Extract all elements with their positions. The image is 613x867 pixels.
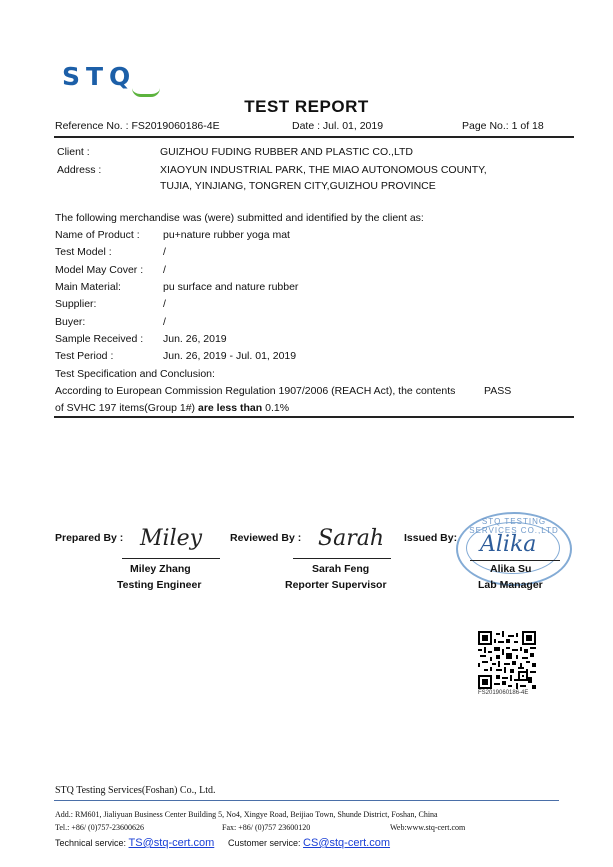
merchandise-intro: The following merchandise was (were) submitted and identified by the client as: (55, 212, 424, 224)
address-line-1: XIAOYUN INDUSTRIAL PARK, THE MIAO AUTONOMOUS COUNTY, (160, 164, 487, 176)
page-number: Page No.: 1 of 18 (462, 120, 544, 132)
row-label: Name of Product : (55, 229, 140, 241)
footer-address: Add.: RM601, Jialiyuan Business Center Building 5, No4, Xingye Road, Beijiao Town, Shunde District, Foshan, China (55, 810, 438, 819)
header-divider (54, 136, 574, 138)
prepared-by-label: Prepared By : (55, 532, 124, 544)
conclusion-result: PASS (484, 385, 512, 397)
issued-name: Alika Su (490, 563, 532, 575)
report-date: Date : Jul. 01, 2019 (292, 120, 384, 132)
qr-caption: FS2019060186-4E (478, 690, 529, 696)
stamp-text: STQ TESTING SERVICES CO.,LTD (469, 517, 559, 535)
issued-by-label: Issued By: (404, 532, 458, 544)
prepared-name: Miley Zhang (130, 563, 191, 575)
row-value: pu surface and nature rubber (163, 281, 299, 293)
conclusion-text-b: 0.1% (265, 402, 290, 414)
stq-logo: STQ (62, 62, 137, 91)
conclusion-divider (54, 416, 574, 418)
reviewed-signature-line (293, 558, 391, 559)
tech-service-email-link[interactable]: TS@stq-cert.com (128, 837, 215, 849)
footer-divider (54, 800, 559, 801)
report-title: TEST REPORT (244, 97, 369, 116)
footer-tel: Tel.: +86/ (0)757-23600626 (55, 823, 145, 832)
row-value: / (163, 264, 166, 276)
tech-service-label: Technical service: (55, 838, 127, 848)
row-value: / (163, 316, 166, 328)
row-value: / (163, 246, 166, 258)
row-label: Model May Cover : (55, 264, 144, 276)
issued-signature-line (470, 560, 560, 561)
customer-service-email-link[interactable]: CS@stq-cert.com (303, 837, 391, 849)
conclusion-line-1: According to European Commission Regulation 1907/2006 (REACH Act), the contents (55, 385, 456, 397)
address-line-2: TUJIA, YINJIANG, TONGREN CITY,GUIZHOU PROVINCE (160, 180, 436, 192)
customer-service-label: Customer service: (228, 838, 301, 848)
logo-swoosh-icon (132, 88, 160, 97)
row-value: pu+nature rubber yoga mat (163, 229, 290, 241)
reviewed-name: Sarah Feng (312, 563, 370, 575)
issued-title: Lab Manager (478, 579, 543, 591)
spec-heading: Test Specification and Conclusion: (55, 368, 215, 380)
qr-code-icon (478, 631, 536, 689)
client-label: Client : (57, 146, 90, 158)
prepared-signature-line (122, 558, 220, 559)
row-value: Jun. 26, 2019 (163, 333, 227, 345)
reviewed-signature: Sarah (318, 526, 384, 551)
footer-web: Web:www.stq-cert.com (390, 823, 466, 832)
row-label: Buyer: (55, 316, 86, 328)
conclusion-text-a: of SVHC 197 items(Group 1#) (55, 402, 196, 414)
reference-number: Reference No. : FS2019060186-4E (55, 120, 220, 132)
conclusion-text-bold: are less than (197, 402, 263, 414)
prepared-title: Testing Engineer (117, 579, 202, 591)
reviewed-title: Reporter Supervisor (285, 579, 387, 591)
row-label: Main Material: (55, 281, 121, 293)
reviewed-by-label: Reviewed By : (230, 532, 302, 544)
footer-fax: Fax: +86/ (0)757 23600120 (222, 823, 311, 832)
row-label: Test Period : (55, 350, 114, 362)
conclusion-line-2 (55, 402, 289, 414)
issued-signature: Alika (480, 532, 537, 557)
row-label: Sample Received : (55, 333, 144, 345)
row-value: / (163, 298, 166, 310)
row-label: Test Model : (55, 246, 112, 258)
client-value: GUIZHOU FUDING RUBBER AND PLASTIC CO.,LTD (160, 146, 413, 158)
footer-tech-service (55, 837, 214, 849)
footer-company: STQ Testing Services(Foshan) Co., Ltd. (55, 785, 216, 796)
row-value: Jun. 26, 2019 - Jul. 01, 2019 (163, 350, 297, 362)
address-label: Address : (57, 164, 102, 176)
row-label: Supplier: (55, 298, 97, 310)
footer-customer-service (228, 837, 390, 849)
prepared-signature: Miley (140, 526, 203, 551)
